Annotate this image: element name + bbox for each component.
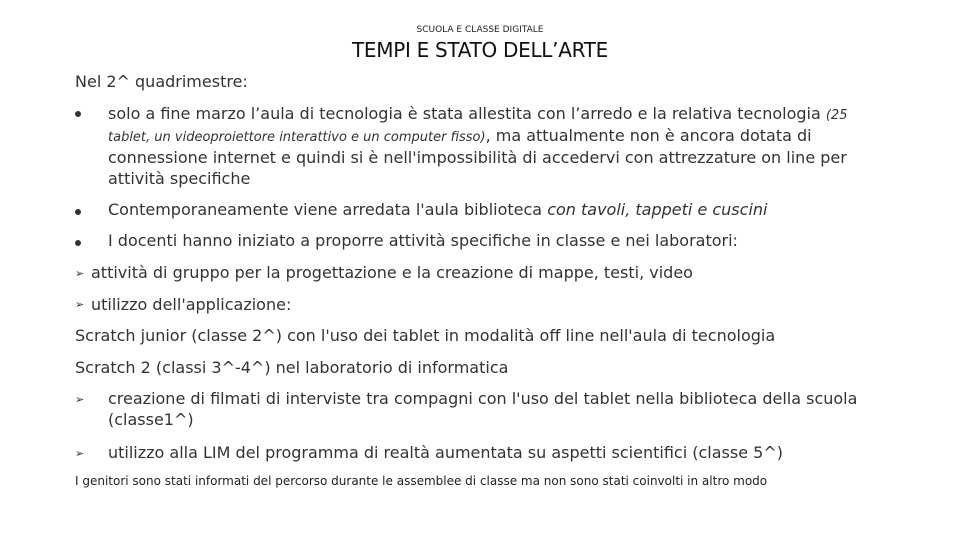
bullet2-text: Contemporaneamente viene arredata l'aula biblioteca — [108, 200, 548, 219]
arrow-bullet-icon: ➢ — [75, 393, 85, 406]
bullet1-line4: attività specifiche — [108, 169, 251, 188]
scratch2-line: Scratch 2 (classi 3^-4^) nel laboratorio di informatica — [75, 358, 509, 377]
bullet1-line3: connessione internet e quindi si è nell'impossibilità di accedervi con attrezzature on line per — [108, 148, 847, 167]
filled-circle-bullet-icon — [75, 240, 81, 246]
arrow-bullet-icon: ➢ — [75, 267, 85, 280]
arrow-bullet-icon: ➢ — [75, 298, 85, 311]
arrow3-line1: creazione di filmati di interviste tra compagni con l'uso del tablet nella biblioteca della scuola — [108, 389, 858, 408]
bullet1-line2 — [108, 125, 812, 148]
arrow3-line2: (classe1^) — [108, 410, 194, 429]
bullet3-line: I docenti hanno iniziato a proporre attività specifiche in classe e nei laboratori: — [108, 231, 738, 250]
bullet1-line1-text: solo a fine marzo l’aula di tecnologia è stata allestita con l’arredo e la relativa tecnologia — [108, 104, 821, 123]
arrow2-line: utilizzo dell'applicazione: — [91, 295, 292, 314]
bullet1-line1 — [108, 103, 847, 126]
bullet1-line1-note: (25 — [825, 108, 848, 123]
bullet2-line — [108, 199, 767, 220]
slide-supertitle: SCUOLA E CLASSE DIGITALE — [416, 25, 544, 35]
arrow1-line: attività di gruppo per la progettazione e la creazione di mappe, testi, video — [91, 263, 693, 282]
filled-circle-bullet-icon — [75, 209, 81, 215]
arrow4-line: utilizzo alla LIM del programma di realtà aumentata su aspetti scientifici (classe 5^) — [108, 443, 783, 462]
arrow-bullet-icon: ➢ — [75, 447, 85, 460]
slide-title: TEMPI E STATO DELL’ARTE — [352, 38, 608, 62]
bullet1-line2-text: , ma attualmente non è ancora dotata di — [485, 126, 812, 145]
intro-text: Nel 2^ quadrimestre: — [75, 72, 248, 91]
footer-note: I genitori sono stati informati del percorso durante le assemblee di classe ma non sono stati coinvolti in altro modo — [75, 474, 768, 488]
scratch-junior-line: Scratch junior (classe 2^) con l'uso dei tablet in modalità off line nell'aula di tecnologia — [75, 326, 776, 345]
bullet2-italic: con tavoli, tappeti e cuscini — [547, 200, 768, 219]
filled-circle-bullet-icon — [75, 111, 81, 117]
bullet1-line2-note: tablet, un videoproiettore interattivo e un computer fisso) — [108, 130, 486, 145]
